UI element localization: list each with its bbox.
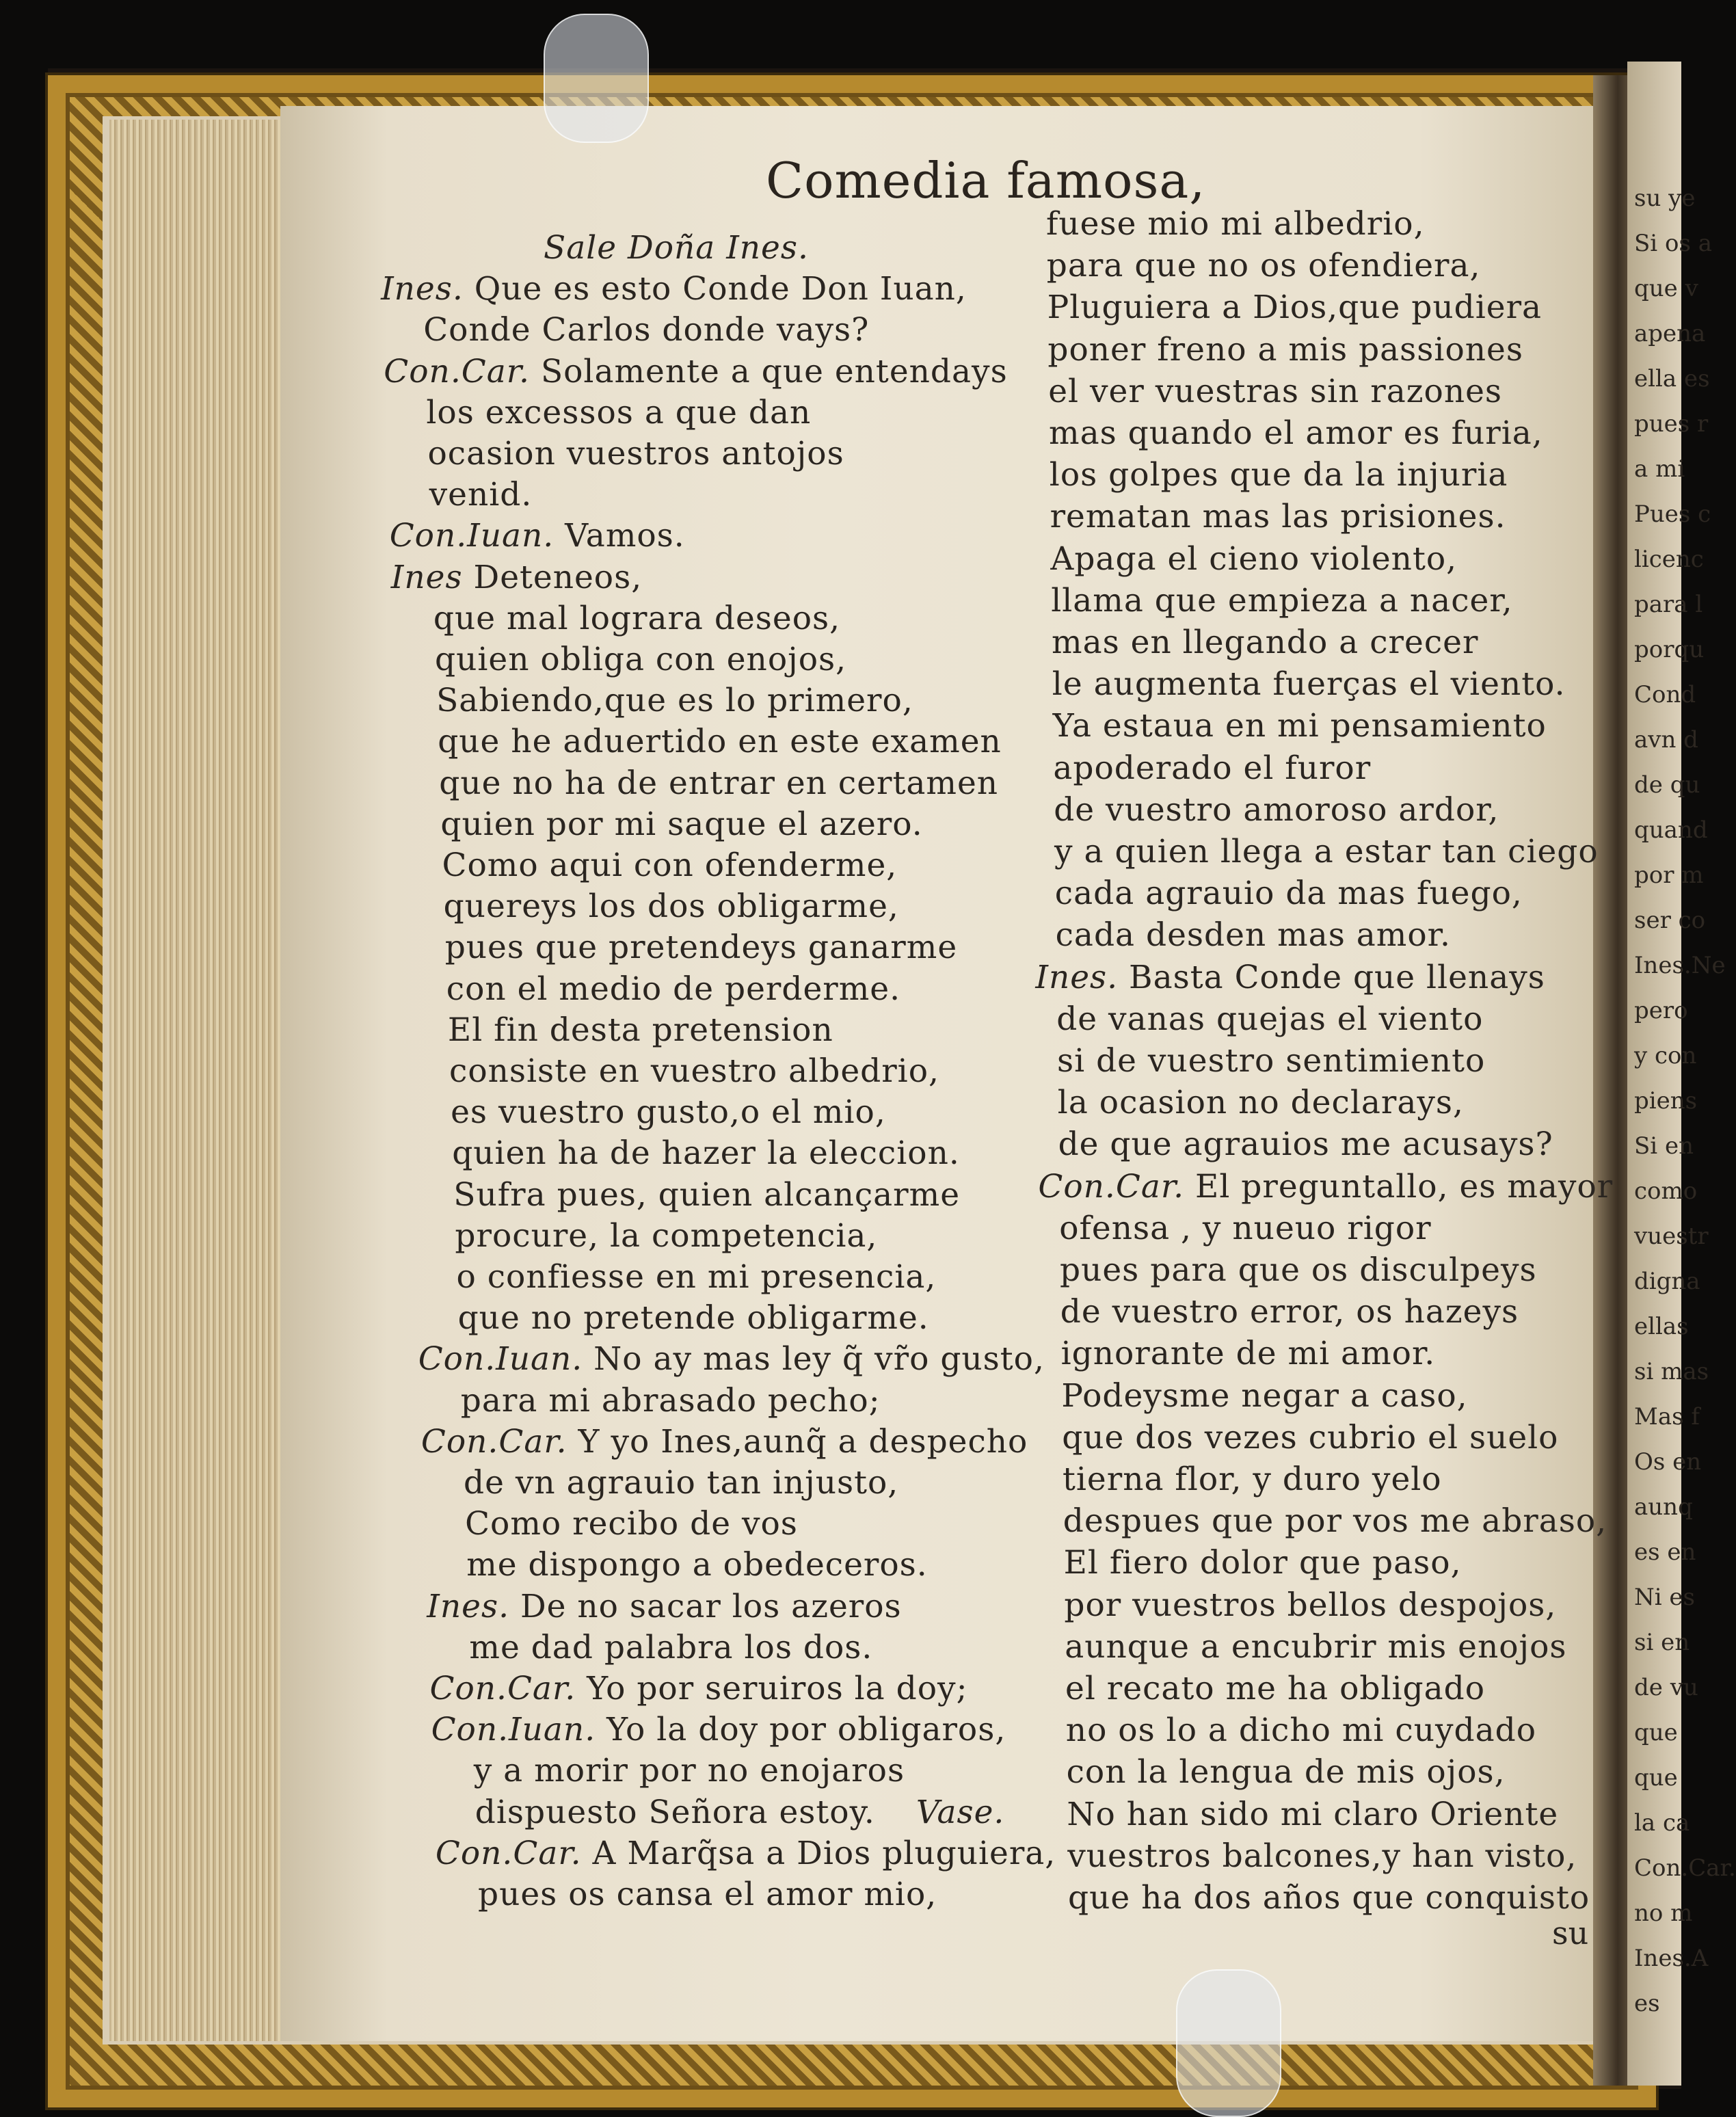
verse-text: Yo por seruiros la doy; [587, 1670, 968, 1707]
facing-page-text: licenc [1634, 546, 1704, 573]
text-line [435, 641, 846, 678]
text-line [1054, 791, 1499, 829]
text-line [469, 1629, 872, 1666]
speaker-label: Ines [390, 558, 474, 596]
verse-text: Pluguiera a Dios,que pudiera [1047, 289, 1543, 327]
text-line [1052, 665, 1566, 703]
verse-text: y a quien llega a estar tan ciego [1054, 833, 1599, 870]
facing-page-text: es [1634, 1990, 1660, 2017]
top-page-clip [544, 14, 649, 143]
text-line [446, 970, 900, 1008]
verse-text: mas en llegando a crecer [1052, 624, 1479, 661]
verse-text: me dad palabra los dos. [469, 1628, 873, 1666]
facing-page-text: Pues c [1634, 501, 1711, 528]
text-line [1067, 1837, 1577, 1875]
verse-text: llama que empieza a nacer, [1051, 581, 1513, 620]
text-line [451, 1093, 886, 1131]
text-line [1066, 1712, 1536, 1749]
verse-text: la ocasion no declarays, [1057, 1084, 1464, 1122]
facing-page-text: que v [1634, 275, 1698, 302]
text-line [466, 1546, 928, 1584]
text-line [1047, 331, 1523, 369]
verse-text: para mi abrasado pecho; [460, 1381, 881, 1420]
verse-text: el ver vuestras sin razones [1048, 372, 1503, 410]
text-line [1063, 1461, 1442, 1498]
text-line [1061, 1377, 1467, 1415]
verse-text: poner freno a mis passiones [1047, 330, 1523, 369]
facing-page-text: no m [1634, 1900, 1693, 1927]
verse-text: me dispongo a obedeceros. [466, 1546, 928, 1584]
facing-page-text: y con [1634, 1042, 1697, 1069]
verse-text: con la lengua de mis ojos, [1066, 1753, 1506, 1792]
text-line [1067, 1796, 1558, 1833]
facing-page-text: Ni es [1634, 1584, 1696, 1611]
text-line [1051, 582, 1512, 620]
facing-page-text: su ye [1634, 185, 1696, 212]
verse-text: de vn agrauio tan injusto, [464, 1464, 899, 1502]
verse-text: Que es esto Conde Don Iuan, [474, 270, 967, 308]
text-line [1054, 833, 1599, 870]
verse-text: El fiero dolor que paso, [1063, 1544, 1462, 1582]
verse-text: que ha dos años que conquisto [1068, 1879, 1590, 1917]
verse-text: quien obliga con enojos, [435, 641, 847, 678]
verse-text: Y yo Ines,aunq̃ a despecho [578, 1422, 1028, 1461]
text-line [1061, 1335, 1436, 1372]
verse-text: Yo la doy por obligaros, [606, 1711, 1006, 1749]
verse-text: Basta Conde que llenays [1129, 958, 1545, 996]
verse-text: rematan mas las prisiones. [1050, 498, 1506, 536]
text-line [464, 1464, 898, 1502]
text-line [461, 1382, 881, 1420]
text-line [1059, 1210, 1431, 1247]
verse-text: con el medio de perderme. [446, 970, 901, 1008]
facing-page-text: ella es [1634, 365, 1710, 392]
verse-text: mas quando el amor es furia, [1049, 414, 1543, 452]
text-line [1065, 1670, 1485, 1707]
stage-direction: Sale Doña Ines. [544, 229, 809, 267]
facing-page-text: avn d [1634, 726, 1698, 754]
verse-text: que he aduertido en este examen [438, 723, 1002, 761]
speaker-label: Ines. [1035, 958, 1130, 996]
text-line [1050, 456, 1508, 494]
text-line [444, 888, 899, 925]
facing-page-text: como [1634, 1177, 1698, 1205]
speaker-label: Ines. [381, 270, 475, 308]
text-line [390, 517, 685, 555]
facing-page-text: si mas [1634, 1358, 1709, 1385]
text-line [1067, 1753, 1506, 1791]
verse-text: cada desden mas amor. [1055, 916, 1451, 955]
text-line [384, 353, 1007, 390]
verse-text: de vanas quejas el viento [1056, 1000, 1484, 1038]
verse-text: tierna flor, y duro yelo [1063, 1461, 1442, 1498]
verse-text: y a morir por no enojaros [473, 1752, 905, 1790]
text-line [426, 394, 811, 431]
speaker-label: Con.Car. [384, 352, 541, 390]
verse-text: consiste en vuestro albedrio, [449, 1052, 939, 1090]
facing-page-text: piens [1634, 1087, 1698, 1115]
text-line [429, 476, 533, 514]
verse-text: dispuesto Señora estoy. [475, 1793, 875, 1831]
verse-text: Sufra pues, quien alcançarme [453, 1175, 961, 1214]
speaker-label: Ines. [427, 1587, 520, 1625]
text-line [423, 311, 869, 349]
verse-text: despues que por vos me abraso, [1063, 1502, 1607, 1541]
facing-page-text: Ines.Ne [1634, 952, 1726, 979]
verse-text: No ay mas ley q̃ vr̃o gusto, [593, 1340, 1045, 1379]
verse-text: Como aqui con ofenderme, [442, 847, 898, 884]
verse-text: fuese mio mi albedrio, [1046, 205, 1425, 243]
facing-page-text: digna [1634, 1268, 1700, 1295]
facing-page-text: por m [1634, 862, 1704, 889]
verse-text: que dos vezes cubrio el suelo [1062, 1418, 1559, 1456]
text-line [1056, 1000, 1483, 1038]
text-line [436, 682, 913, 719]
text-line [421, 1423, 1028, 1461]
facing-page-text: si en [1634, 1629, 1690, 1656]
facing-page-text: la ca [1634, 1809, 1690, 1837]
text-line [474, 1752, 905, 1789]
text-line [465, 1505, 798, 1543]
text-line [458, 1299, 929, 1337]
verse-text: apoderado el furor [1053, 749, 1372, 787]
verse-text: de vuestro error, os hazeys [1060, 1293, 1519, 1331]
verse-text: Ya estaua en mi pensamiento [1052, 707, 1547, 745]
text-line [1057, 1042, 1485, 1080]
verse-text: si de vuestro sentimiento [1057, 1042, 1486, 1080]
verse-text: Vamos. [565, 517, 685, 555]
facing-page-text: porqu [1634, 636, 1705, 663]
text-line [1050, 498, 1506, 535]
facing-page-text: ser co [1634, 907, 1706, 934]
verse-text: los golpes que da la injuria [1049, 456, 1508, 494]
speaker-label: Con.Car. [420, 1422, 578, 1461]
text-line [428, 435, 844, 472]
text-line [1047, 289, 1542, 326]
verse-text: Solamente a que entendays [540, 352, 1008, 390]
verse-text: vuestros balcones,y han visto, [1067, 1837, 1577, 1875]
text-line [1062, 1419, 1558, 1456]
facing-page-fragment [1627, 62, 1736, 2086]
facing-page-text: pero [1634, 997, 1688, 1024]
facing-page-text: Cond [1634, 681, 1696, 708]
text-line [433, 600, 840, 637]
facing-page-text: Si en [1634, 1132, 1694, 1160]
verse-text: pues que pretendeys ganarme [444, 929, 958, 967]
verse-text: Sabiendo,que es lo primero, [436, 682, 913, 720]
page-edges [109, 120, 287, 2041]
verse-text: El preguntallo, es mayor [1195, 1167, 1614, 1206]
text-line [1060, 1251, 1537, 1289]
facing-page-text: Ines.A [1634, 1945, 1709, 1972]
verse-text: Apaga el cieno violento, [1050, 540, 1458, 578]
text-line [1050, 540, 1457, 578]
text-line [452, 1134, 960, 1172]
text-line [427, 1588, 901, 1625]
text-line [1038, 1168, 1613, 1206]
text-line [1065, 1628, 1566, 1666]
text-line [1047, 247, 1481, 284]
speaker-label: Con.Iuan. [431, 1711, 607, 1749]
text-line [445, 929, 957, 966]
speaker-label: Con.Car. [435, 1834, 593, 1872]
verse-text: o confiesse en mi presencia, [456, 1258, 937, 1296]
verse-text: de que agrauios me acusays? [1058, 1126, 1553, 1164]
verse-text: le augmenta fuerças el viento. [1052, 665, 1566, 704]
text-line [436, 1835, 1056, 1872]
verse-text: el recato me ha obligado [1065, 1670, 1486, 1707]
verse-text: quien ha de hazer la eleccion. [452, 1134, 960, 1173]
facing-page-text: Os en [1634, 1448, 1702, 1476]
verse-text: pues para que os disculpeys [1060, 1251, 1537, 1289]
text-line [1060, 1293, 1519, 1331]
text-line [1064, 1586, 1556, 1624]
facing-page-text: Mas f [1634, 1403, 1700, 1430]
facing-page-text: que [1634, 1719, 1678, 1746]
verse-text: pues os cansa el amor mio, [478, 1876, 937, 1913]
text-line [1064, 1544, 1462, 1582]
verse-text: ocasion vuestros antojos [427, 435, 844, 472]
text-line [431, 1711, 1006, 1748]
facing-page-text: de vu [1634, 1674, 1698, 1701]
facing-page-text: de qu [1634, 771, 1700, 799]
text-line [391, 559, 642, 596]
verse-text: los excessos a que dan [426, 393, 812, 431]
facing-page-text: ellas [1634, 1313, 1689, 1340]
text-line [457, 1258, 937, 1296]
verse-text: aunque a encubrir mis enojos [1065, 1627, 1567, 1666]
text-line [1035, 959, 1545, 996]
verse-text: para que no os ofendiera, [1046, 247, 1481, 285]
text-line [1053, 749, 1371, 787]
text-line [448, 1011, 833, 1049]
text-line [455, 1217, 877, 1255]
text-line [478, 1876, 937, 1913]
verse-text: quien por mi saque el azero. [440, 805, 923, 843]
verse-text: Podeysme negar a caso, [1061, 1376, 1468, 1415]
text-line [1046, 205, 1425, 243]
text-line [1058, 1126, 1553, 1163]
verse-text: A Marq̃sa a Dios pluguiera, [592, 1834, 1056, 1872]
speaker-label: Con.Car. [1038, 1167, 1196, 1206]
verse-text: Conde Carlos donde vays? [423, 311, 870, 349]
verse-text: ofensa , y nueuo rigor [1059, 1209, 1432, 1247]
verse-text: El fin desta pretension [447, 1011, 833, 1049]
verse-text: procure, la competencia, [455, 1216, 878, 1255]
text-line [1058, 1084, 1464, 1121]
verse-text: que mal lograra deseos, [433, 599, 841, 637]
verse-text: de vuestro amoroso ardor, [1054, 790, 1499, 829]
verse-text: ignorante de mi amor. [1060, 1335, 1436, 1373]
text-line [430, 1670, 968, 1707]
facing-page-text: vuestr [1634, 1223, 1709, 1250]
verse-text: no os lo a dicho mi cuydado [1065, 1712, 1537, 1750]
text-line [418, 1340, 1045, 1378]
text-line [1068, 1879, 1590, 1917]
text-line [544, 229, 809, 267]
text-line [1053, 707, 1547, 745]
facing-page-text: quand [1634, 816, 1708, 844]
speaker-label: Con.Iuan. [389, 517, 565, 555]
stage-aside: Vase. [916, 1793, 1005, 1831]
verse-text: quereys los dos obligarme, [443, 888, 899, 926]
text-line [1056, 916, 1451, 954]
page-header: Comedia famosa, [766, 152, 1206, 209]
verse-text: Como recibo de vos [465, 1505, 798, 1543]
verse-text: cada agrauio da mas fuego, [1054, 875, 1523, 913]
text-line [381, 270, 967, 308]
facing-page-text: pues r [1634, 410, 1709, 438]
verse-text: Deteneos, [473, 558, 643, 596]
facing-page-text: Si os a [1634, 230, 1712, 257]
text-line [475, 1794, 1005, 1831]
facing-page-text: es en [1634, 1539, 1696, 1566]
verse-text: es vuestro gusto,o el mio, [451, 1093, 886, 1132]
facing-page-text: para l [1634, 591, 1703, 618]
catchword: su [1552, 1915, 1589, 1952]
text-line [449, 1052, 939, 1090]
text-line [1055, 875, 1523, 912]
text-line [1063, 1502, 1607, 1540]
facing-page-text: que [1634, 1764, 1678, 1792]
text-line [439, 764, 998, 802]
verse-text: venid. [429, 476, 533, 514]
text-line [442, 847, 898, 884]
text-line [440, 805, 922, 843]
text-line [438, 723, 1002, 760]
speaker-label: Con.Car. [429, 1670, 587, 1707]
facing-page-text: apena [1634, 320, 1706, 347]
facing-page-text: a mi [1634, 455, 1685, 483]
verse-text: por vuestros bellos despojos, [1064, 1586, 1557, 1624]
text-line [453, 1176, 960, 1214]
facing-page-text: aunq [1634, 1493, 1693, 1521]
speaker-label: Con.Iuan. [418, 1340, 594, 1379]
verse-text: que no ha de entrar en certamen [439, 764, 999, 802]
text-line [1052, 624, 1478, 661]
verse-text: que no pretende obligarme. [457, 1299, 929, 1337]
verse-text: No han sido mi claro Oriente [1067, 1795, 1559, 1833]
text-line [1049, 414, 1543, 452]
bottom-page-clip [1176, 1969, 1281, 2117]
facing-page-text: Con.Car. [1634, 1854, 1736, 1882]
text-line [1048, 373, 1502, 410]
verse-text: De no sacar los azeros [520, 1587, 902, 1625]
